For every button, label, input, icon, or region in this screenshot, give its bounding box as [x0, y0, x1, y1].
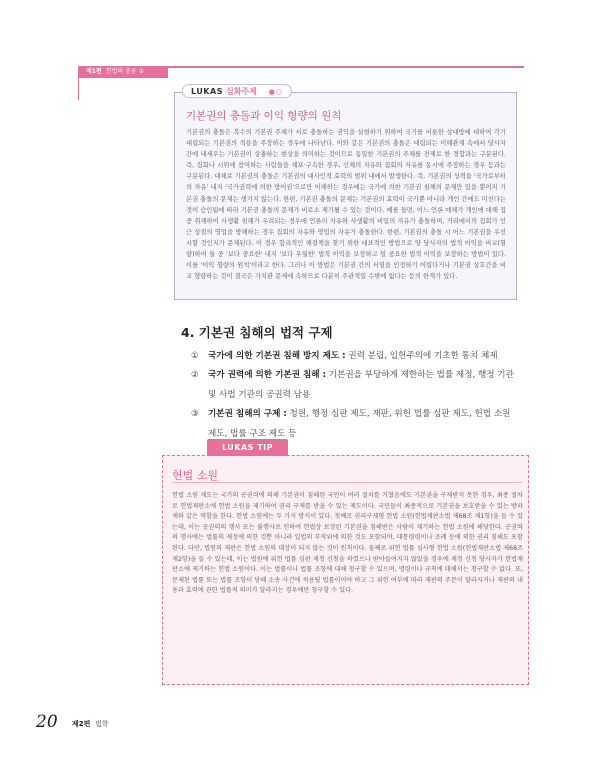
tip-label: LUKAS TIP — [207, 439, 288, 456]
chapter-title: 헌법의 총론 ① — [105, 68, 144, 75]
item-text: 기본권을 부당하게 제한하는 법률 제정, 행정 기관 및 사법 기관의 공권력 남용 — [208, 370, 514, 400]
deep-topic-title: 기본권의 충돌과 이익 형량의 원칙 — [186, 110, 342, 122]
item-head: 국가 권력에 의한 기본권 침해 : — [208, 370, 327, 381]
item-text: 청원, 행정 심판 제도, 재판, 위헌 법률 심판 제도, 헌법 소원 제도, 법률 구조 제도 등 — [208, 409, 511, 439]
section-list — [191, 347, 521, 444]
footer-part: 제2편 — [72, 720, 91, 728]
page-number: 20 — [36, 712, 58, 732]
deep-topic-badge — [182, 84, 292, 98]
badge-kind: 심화주제 — [225, 87, 257, 96]
item-number: ② — [191, 370, 199, 381]
header-vertical-rule — [78, 78, 79, 100]
item-number: ③ — [191, 409, 199, 420]
item-text: 권력 분립, 입헌주의에 기초한 통치 체제 — [345, 351, 498, 361]
item-head: 국가에 의한 기본권 침해 방지 제도 : — [208, 351, 346, 361]
footer-title: 법학 — [95, 720, 109, 728]
section-title: 4. 기본권 침해의 법적 구제 — [181, 325, 333, 340]
item-head: 기본권 침해의 구제 : — [208, 409, 287, 420]
item-number: ① — [191, 351, 199, 361]
chapter-part: 제1편 — [86, 68, 102, 75]
list-item — [191, 347, 521, 366]
tip-body: 헌법 소원 제도는 국가의 공권력에 의해 기본권이 침해된 국민이 여러 절차를 거쳤음에도 기본권을 구제받지 못한 경우, 최종 절차로 헌법재판소에 헌법 소원을 제기하여 권리 구제를 받을 수 있는 제도이다. 국민들이 최종적으로 기본권을 보호받을 수 있는 방파제와 같은 역할을 한다. 헌법 소원에는 두 가지 방식이 있다. 첫째로 권리구제형 헌법 소원(헌법재판소법 제68조 제1항)을 들 수 있는데, 이는 공권력의 행사 또는 불행사로 인하여 헌법상 보장된 기본권을 침해받은 사람이 제기하는 헌법 소원에 해당한다. 공권력의 행사에는 법률의 제정에 의한 것뿐 아니라 입법의 부작위에 의한 것도 포함되며, 대통령령이나 조례 등에 의한 권리 침해도 포함된다. 다만, 법원의 재판은 헌법 소원의 대상이 되지 않는 것이 원칙이다. 둘째로 위헌 법률 심사형 헌법 소원(헌법재판소법 제68조 제2항)을 들 수 있는데, 이는 법원에 위헌 법률 심판 제청 신청을 하였으나 받아들여지지 않았을 경우에 제청 신청 당사자가 헌법재판소에 제기하는 헌법 소원이다. 이는 법률이나 법률 조항에 대해 청구할 수 있으며, 명령이나 규칙에 대해서는 청구할 수 없다. 또, 문제된 법률 또는 법률 조항이 당해 소송 사건에 적용될 법률이어야 하고 그 위헌 여부에 따라 재판의 주문이 달라지거나 재판의 내용과 효력에 관한 법률적 의미가 달라지는 경우에만 청구할 수 있다. — [172, 492, 523, 595]
badge-dots-icon: ●○ — [268, 88, 283, 96]
tip-title-underline — [172, 482, 522, 483]
chapter-header-tab — [78, 66, 168, 78]
deep-topic-body: 기본권의 충돌은 복수의 기본권 주체가 서로 충돌하는 권익을 실현하기 위하여 국가를 비롯한 상대방에 대하여 각기 대립되는 기본권의 적용을 주장하는 경우에 나타난다. 이와 같은 기본권의 충돌은 대립되는 이해관계 속에서 당사자 간에 내세우는 기본권이 상충하는 현상을 의미하는 것이므로 동일한 기본권의 주체를 전제로 한 경합과는 구분된다. 즉, 집회나 시위에 참여하는 사람들을 체포·구속한 경우, 신체의 자유와 집회의 자유를 동시에 주장하는 경우 등과는 구분된다. 대체로 기본권의 충돌은 기본권의 대사인적 효력의 범위 내에서 발생한다. 즉, 기본권의 성격을 '국가로부터의 자유' 내지 '국가권력에 의한 방어권'으로만 이해하는 경우에는 국가에 의한 기본권 침해의 문제만 있을 뿐이지 기본권 충돌의 문제는 생기지 않는다. 한편, 기본권 충돌의 문제는 기본권의 효력이 국가뿐 아니라 개인 간에도 미친다는 것이 승인됨에 따라 기본권 충돌의 문제가 비로소 제기될 수 있는 것이다. 예를 들면, 어느 언론 매체가 개인에 대해 집중 취재하여 사생활 침해가 우려되는 경우에 언론의 자유와 사생활의 비밀의 자유가 충돌하며, 거리에서의 집회가 인근 상점의 영업을 방해하는 경우 집회의 자유와 영업의 자유가 충돌한다. 한편, 기본권의 충돌 시 어느 기본권을 우선시할 것인지가 문제된다. 이 경우 합리적인 해결책을 찾기 위한 대표적인 방법으로 양 당사자의 법적 이익을 비교(형량)하여 둘 중 '보다 중요한' 내지 '보다 우월한' 법적 이익을 보장하고 덜 중요한 법적 이익을 보장하는 방법이 있다. 이를 '이익 형량의 원칙'이라고 한다. 그러나 이 방법은 기본권 간의 서열을 인정하기 어렵다거나 기본권 상호간을 비교 형량하는 것이 결국은 가치관 문제에 속하므로 다분히 주관적일 수밖에 없다는 등의 한계가 있다. — [186, 129, 506, 281]
tip-title: 헌법 소원 — [172, 469, 219, 482]
list-item — [191, 366, 521, 405]
header-rule — [168, 66, 524, 68]
badge-brand: LUKAS — [191, 87, 223, 96]
